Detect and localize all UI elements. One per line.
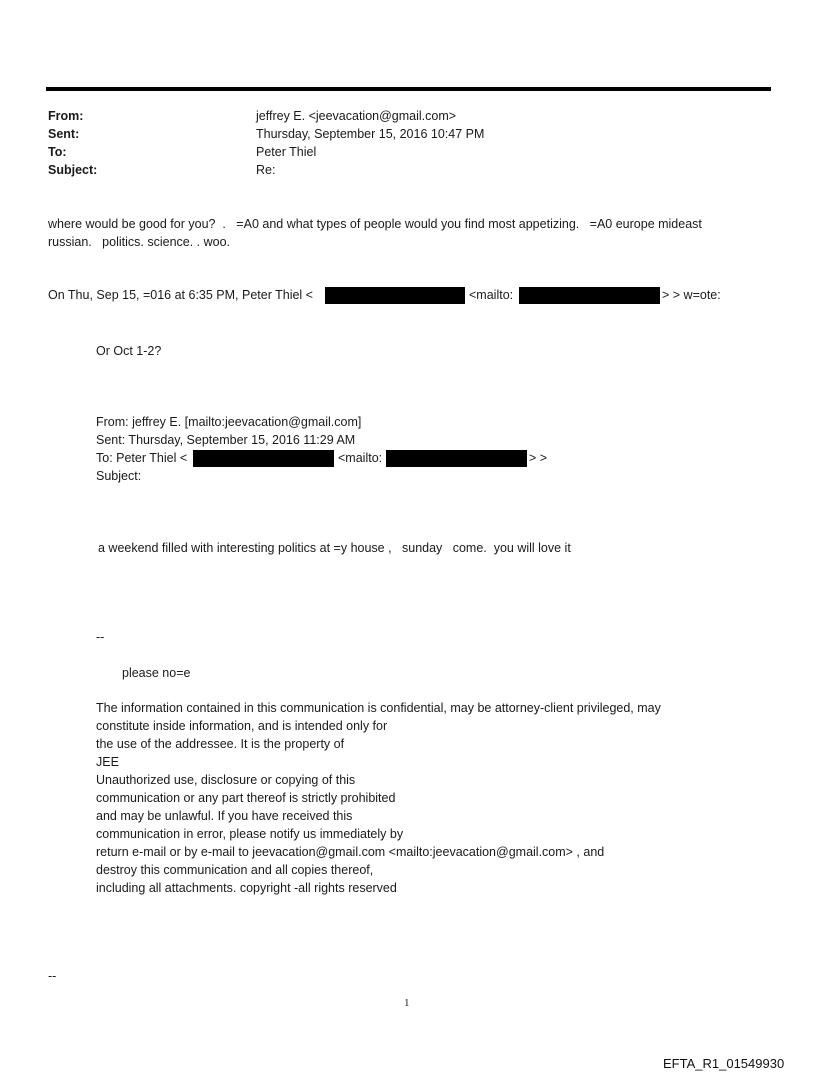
disclaimer-line: and may be unlawful. If you have received this (96, 809, 353, 823)
quote-line: Or Oct 1-2? (96, 344, 162, 358)
disclaimer-line: Unauthorized use, disclosure or copying of this (96, 773, 356, 787)
disclaimer-line: the use of the addressee. It is the property of (96, 737, 345, 751)
signature-dash: -- (96, 630, 105, 644)
reply-suffix: > > w=ote: (662, 288, 721, 302)
disclaimer-line: JEE (96, 755, 119, 769)
body-line-2: russian. politics. science. . woo. (48, 235, 231, 249)
from-value: jeffrey E. <jeevacation@gmail.com> (256, 109, 457, 123)
subject-label: Subject: (48, 163, 98, 177)
disclaimer-line: constitute inside information, and is intended only for (96, 719, 388, 733)
quoted-to-prefix: To: Peter Thiel < (96, 451, 188, 465)
document-id: EFTA_R1_01549930 (663, 1056, 785, 1071)
redaction-box (519, 287, 660, 304)
footer-dash: -- (48, 969, 57, 983)
redaction-box (325, 287, 465, 304)
redaction-box (386, 450, 527, 467)
sent-label: Sent: (48, 127, 80, 141)
page-number: 1 (404, 997, 410, 1009)
reply-mailto: <mailto: (469, 288, 514, 302)
reply-prefix: On Thu, Sep 15, =016 at 6:35 PM, Peter Thiel < (48, 288, 313, 302)
quoted-sent: Sent: Thursday, September 15, 2016 11:29 AM (96, 433, 356, 447)
quoted-from: From: jeffrey E. [mailto:jeevacation@gmail.com] (96, 415, 362, 429)
disclaimer-line: communication or any part thereof is strictly prohibited (96, 791, 396, 805)
body-line-1: where would be good for you? . =A0 and what types of people would you find most appetizing. =A0 europe mideast (48, 217, 702, 231)
quoted-message: a weekend filled with interesting politics at =y house , sunday come. you will love it (98, 541, 571, 555)
sent-value: Thursday, September 15, 2016 10:47 PM (256, 127, 485, 141)
header-rule (46, 87, 771, 91)
redaction-box (193, 450, 334, 467)
quoted-to-suffix: > > (529, 451, 548, 465)
disclaimer-line: communication in error, please notify us immediately by (96, 827, 404, 841)
please-note: please no=e (122, 666, 191, 680)
disclaimer-line: The information contained in this communication is confidential, may be attorney-client privileged, may (96, 701, 661, 715)
disclaimer-line: including all attachments. copyright -all rights reserved (96, 881, 397, 895)
to-label: To: (48, 145, 67, 159)
from-label: From: (48, 109, 84, 123)
quoted-subject: Subject: (96, 469, 142, 483)
subject-value: Re: (256, 163, 276, 177)
disclaimer-line: destroy this communication and all copies thereof, (96, 863, 374, 877)
disclaimer-line: return e-mail or by e-mail to jeevacation@gmail.com <mailto:jeevacation@gmail.com> , and (96, 845, 605, 859)
quoted-to-mailto: <mailto: (338, 451, 383, 465)
to-value: Peter Thiel (256, 145, 317, 159)
